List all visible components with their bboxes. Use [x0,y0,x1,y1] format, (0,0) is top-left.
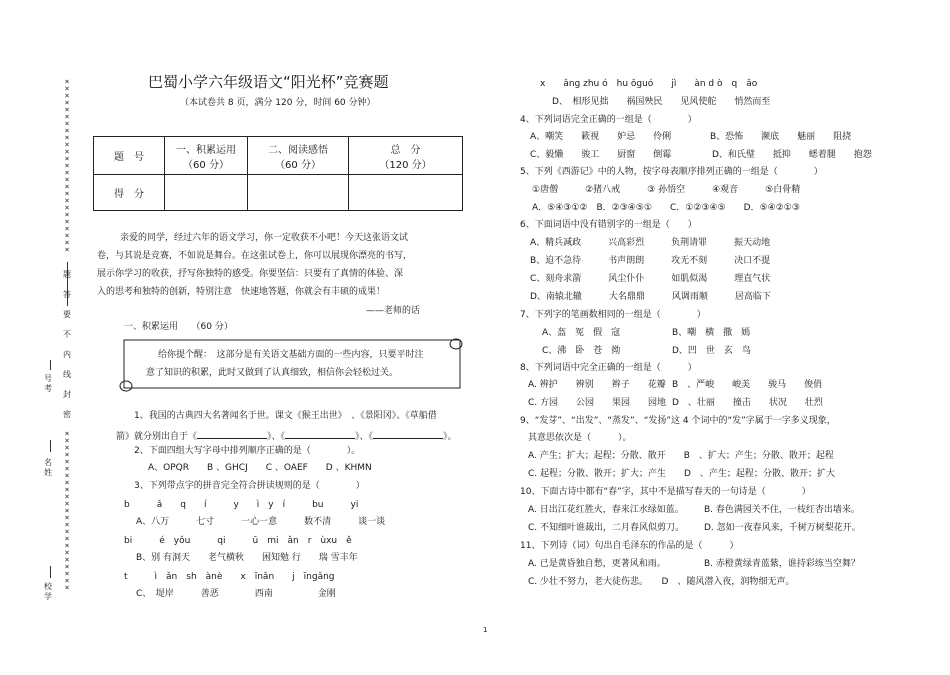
page-subtitle: （本试卷共 8 页，满分 120 分，时间 60 分钟） [180,98,376,108]
question-8-option-a: A. 辨护 辨别 辫子 花瓣 [528,380,666,390]
question-1-line-2 [116,428,457,443]
score-cell-section2[interactable] [248,175,349,211]
q1-blank-3[interactable] [373,428,443,439]
question-11-option-b: B. 赤橙黄绿青蓝紫，谁持彩练当空舞？ [704,559,860,569]
question-9-line-2: 其意思依次是（ ）。 [528,433,632,443]
question-5-items: ①唐僧 ②猪八戒 ③ 孙悟空 ④观音 ⑤白骨精 [532,185,801,195]
question-9-options-cd: C. 起程；分散、散开；扩大；产生 D 、产生；起程；分散、散开；扩大 [528,469,835,479]
seal-char-8: 密 [63,410,71,419]
question-8-option-b: B 、严峻 峻美 骏马 俊俏 [672,380,823,390]
intro-signature: ——老师的话 [366,306,421,316]
question-3-option-a: A、八万 七寸 一心一意 数不清 谈一谈 [136,517,386,527]
question-3-pinyin-c: t ì ǎn sh ànè x īnǎn j īngǎng [124,572,335,582]
intro-line-1: 亲爱的同学，经过六年的语文学习，你一定收获不小吧！今天这张语文试 [120,233,409,243]
tip-line-1: 给你提个醒： 这部分是有关语文基础方面的一些内容，只要平时注 [158,350,424,360]
exam-number-label: 号考 [44,374,52,393]
q1-text-a: 箭》就分别出自于《 [116,432,198,442]
question-9-options-ab: A. 产生；扩大；起程；分散、散开 B 、扩大；产生；分散、散开；起程 [528,451,834,461]
question-8: 8、下列词语中完全正确的一组是（ ） [520,363,697,373]
section2-points: （60 分） [275,159,321,171]
seal-char-1: 题 [63,270,71,279]
seal-char-5: 内 [63,350,71,359]
seal-cross-marks-top: × × × × × × × × × × × × × × × × × × × × × × × × × [64,77,70,254]
question-10: 10、下面古诗中都有“春”字，其中不是描写春天的一句诗是（ ） [520,487,811,497]
question-7: 7、下列字的笔画数相同的一组是（ ） [520,310,706,320]
question-10-option-d: D. 忽如一夜春风来，千树万树梨花开。 [704,523,861,533]
question-10-option-c: C. 不知细叶谁裁出，二月春风似剪刀。 [528,523,685,533]
q1-blank-1[interactable] [197,428,267,439]
score-cell-total[interactable] [349,175,463,211]
section1-name: 一、积累运用 [176,144,236,156]
question-3-pinyin-a: b ǎ q í y ì y í bu yi [124,500,359,510]
q1-text-d: 》。 [443,432,457,442]
intro-line-3: 展示你学习的收获，抒写你独特的感受。你要坚信：只要有了真情的体验、深 [97,269,404,279]
question-10-option-a: A. 日出江花红胜火，春来江水绿如蓝。 [528,505,684,515]
question-7-option-c: C、沸 卧 苍 拗 [542,346,621,356]
score-header-section2 [248,137,349,175]
score-cell-section1[interactable] [165,175,248,211]
question-11-options-cd: C. 少壮不努力，老大徒伤悲。 D 、随风潜入夜，润物细无声。 [528,577,795,587]
q1-blank-2[interactable] [285,428,355,439]
question-3-option-c: C、 堤岸 善恶 西南 金刚 [136,589,336,599]
question-4: 4、下列词语完全正确的一组是（ ） [520,115,697,125]
seal-char-7: 封 [63,390,71,399]
q1-text-b: 》、《 [267,432,286,442]
question-2: 2、下面四组大写字母中排列顺序正确的是（ ）。 [134,446,361,456]
page-number: 1 [483,626,488,634]
question-4-option-d: D、和氏璧 抵抑 蟋着腿 抱怨 [712,150,872,160]
section1-points: （60 分） [183,159,229,171]
question-4-option-a: A、嘲笑 簌视 妒忌 伶俐 [530,132,672,142]
section1-heading: 一、积累运用 （60 分） [124,322,233,332]
question-2-options: A、OPQR B 、GHCJ C 、OAEF D 、KHMN [148,463,372,473]
seal-char-2: 答 [63,290,71,299]
score-header-total [349,137,463,175]
question-3-pinyin-b: bi é yǒu qi ū mi ǎn r ùxu ě [124,536,352,546]
question-3: 3、下列带点字的拼音完全符合拼读规则的是（ ） [134,481,365,491]
score-header-label: 题 号 [94,137,165,175]
seal-char-3: 要 [63,310,71,319]
section2-name: 二、阅读感悟 [268,144,328,156]
seal-cross-marks-bottom: × × × × × × × × × × × × × × × × × × × × × × × [64,429,70,592]
question-6-option-b: B、迫不急待 书声朗朗 攻无不刻 决口不提 [530,256,771,266]
question-8-option-d: D 、壮丽 撞击 状况 壮烈 [672,398,823,408]
school-label: 校学 [44,582,52,601]
total-name: 总 分 [390,144,421,156]
label-line-school [50,566,51,578]
score-header-section1 [165,137,248,175]
question-3-option-d: D、 相形见拙 祸国殃民 见风使舵 悄然而至 [552,97,771,107]
question-9-line-1: 9、“发芽”、“出发”、“蒸发”、“发扬”这 4 个词中的“发”字属于一字多义现象， [520,416,836,426]
question-3-pinyin-d: x ǎng zhu ó hu ǒguó jì àn d ò q ǎo [540,79,758,89]
q1-text-c: 》、《 [355,432,374,442]
question-4-option-c: C、毅懒 骏工 厨窗 倒霉 [530,150,672,160]
question-7-option-a: A、盔 冤 假 寇 [542,328,621,338]
question-5: 5、下列《西游记》中的人物，按字母表顺序排列正确的一组是（ ） [520,167,823,177]
page-title: 巴蜀小学六年级语文“阳光杯”竞赛题 [148,73,389,91]
seal-char-4: 不 [63,330,71,339]
question-4-option-b: B、恐怖 濒底 魅丽 阻挠 [710,132,852,142]
label-line-name [50,440,51,452]
question-10-option-b: B. 春色满园关不住，一枝红杏出墙来。 [704,505,860,515]
intro-line-2: 卷，与其说是竞赛，不如说是舞台。在这张试卷上，你可以展现你漂亮的书写， [97,251,413,261]
score-row-label: 得 分 [94,175,165,211]
total-points: （120 分） [379,159,432,171]
seal-char-6: 线 [63,370,71,379]
question-6-option-a: A、精兵减政 兴高彩烈 负荆请罪 振天动地 [530,238,771,248]
question-8-option-c: C. 方园 公园 果园 园地 [528,398,667,408]
label-line-number [50,360,51,370]
question-7-option-b: B、嘲 横 撒 嫣 [672,328,751,338]
question-6: 6、下面词语中没有错别字的一组是（ ） [520,220,697,230]
question-6-option-d: D、南辕北辙 大名鼎鼎 风调雨顺 居高临下 [530,292,771,302]
score-table [93,136,463,211]
tip-line-2: 意了知识的积累，此时又做到了认真细致，相信你会轻松过关。 [146,368,399,378]
name-label: 名姓 [44,458,52,477]
question-11: 11、下列诗（词）句出自毛泽东的作品的是（ ） [520,541,739,551]
question-11-option-a: A. 已是黄昏独自愁，更著风和雨。 [528,559,666,569]
question-6-option-c: C、刻舟求箭 风尘仆仆 如肌似渴 理直气状 [530,274,771,284]
question-5-options: A．⑤④③①② B．②③④⑤① C．①②③④⑤ D．⑤④②①③ [532,203,800,213]
intro-line-4: 入的思考和独特的创新，特别注意 快速地答题，你就会有丰硕的成果！ [97,287,386,297]
question-3-option-b: B、别 有洞天 老气横秋 困知勉 行 瑞 雪丰年 [136,553,358,563]
question-1-line-1: 1、我国的古典四大名著闻名于世。课文《猴王出世》 、《景阳冈》、《草船借 [134,411,437,421]
tip-scroll-frame [118,336,466,394]
question-7-option-d: D、凹 世 玄 鸟 [672,346,751,356]
